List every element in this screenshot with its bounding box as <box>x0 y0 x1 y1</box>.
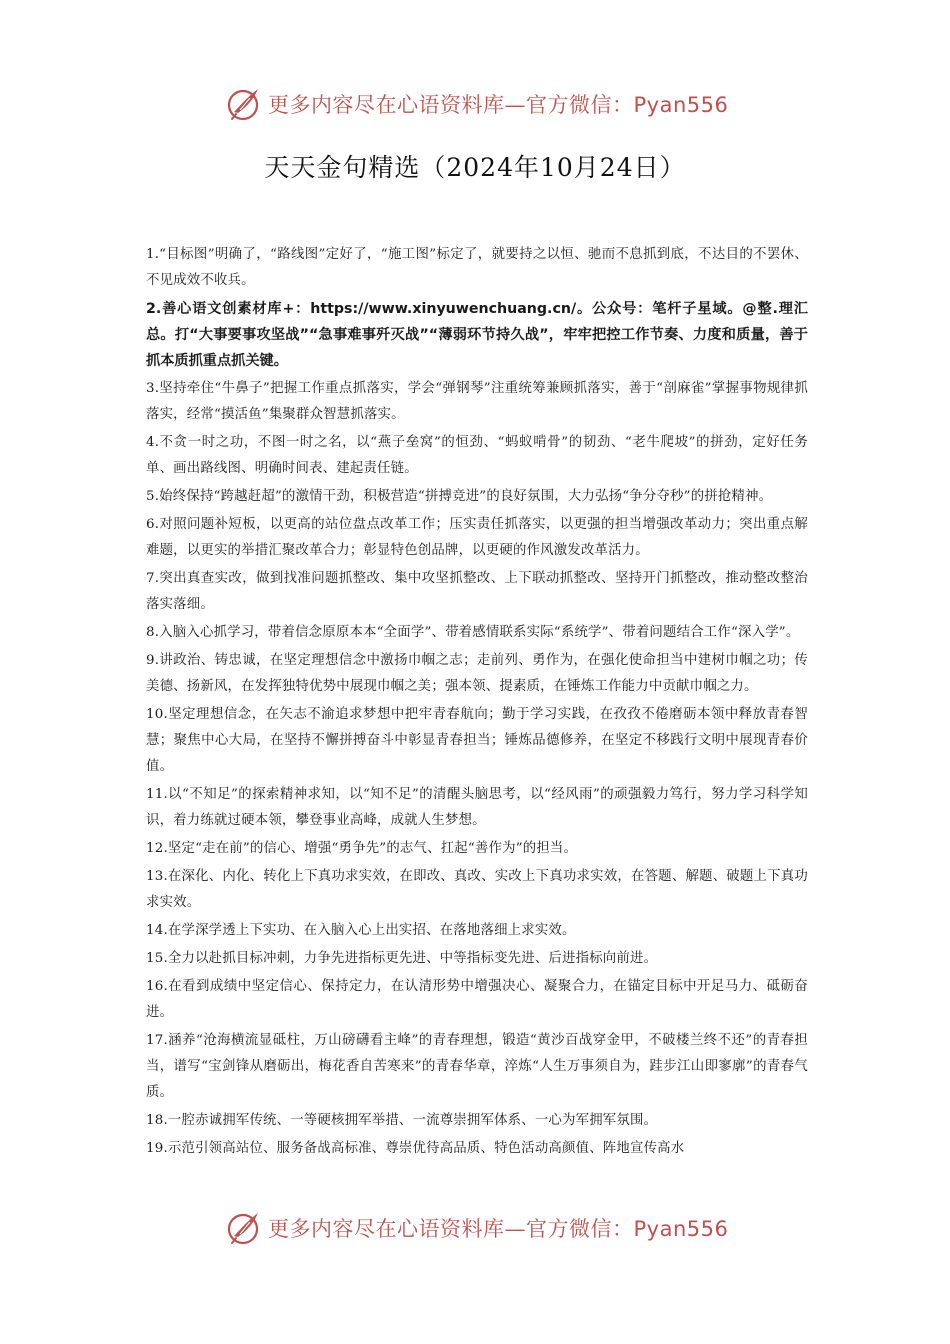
list-item: 5.始终保持“跨越赶超”的激情干劲，积极营造“拼搏竞进”的良好氛围，大力弘扬“争分夺秒”的拼抢精神。 <box>146 489 773 504</box>
quote-list <box>146 242 808 1164</box>
quill-logo-icon <box>226 86 262 122</box>
list-item: 14.在学深学透上下实功、在入脑入心上出实招、在落地落细上求实效。 <box>146 923 576 938</box>
footer-banner <box>226 1206 746 1250</box>
list-item: 15.全力以赴抓目标冲刺，力争先进指标更先进、中等指标变先进、后进指标向前进。 <box>146 951 658 966</box>
list-item: 16.在看到成绩中坚定信心、保持定力，在认清形势中增强决心、凝聚合力，在锚定目标中开足马力、砥砺奋进。 <box>146 979 808 1020</box>
banner-label: 更多内容尽在心语资料库—官方微信： <box>268 1217 634 1241</box>
banner-text <box>268 1213 728 1243</box>
list-item: 19.示范引领高站位、服务备战高标准、尊崇优待高品质、特色活动高颜值、阵地宣传高水 <box>146 1141 685 1156</box>
wechat-handle: Pyan556 <box>633 1217 729 1241</box>
list-item: 4.不贪一时之功，不图一时之名，以“燕子垒窝”的恒劲、“蚂蚁啃骨”的韧劲、“老牛爬坡”的拼劲，定好任务单、画出路线图、明确时间表、建起责任链。 <box>146 435 808 476</box>
list-item: 1.“目标图”明确了，“路线图”定好了，“施工图”标定了，就要持之以恒、驰而不息抓到底，不达目的不罢休、不见成效不收兵。 <box>146 247 808 288</box>
list-item: 8.入脑入心抓学习，带着信念原原本本“全面学”、带着感情联系实际“系统学”、带着问题结合工作“深入学”。 <box>146 625 800 640</box>
list-item: 17.涵养“沧海横流显砥柱，万山磅礴看主峰”的青春理想，锻造“黄沙百战穿金甲，不破楼兰终不还”的青春担当，谱写“宝剑锋从磨砺出，梅花香自苦寒来”的青春华章，淬炼“人生万事须自为，跬步江山即寥廓”的青春气质。 <box>146 1033 808 1100</box>
page-title: 天天金句精选（2024年10月24日） <box>264 153 686 182</box>
banner-label: 更多内容尽在心语资料库—官方微信： <box>268 93 634 117</box>
quill-logo-icon <box>226 1210 262 1246</box>
banner-text <box>268 89 728 119</box>
list-item-promo: 2.善心语文创素材库+：https://www.xinyuwenchuang.cn/。公众号：笔杆子星域。@整.理汇总。打“大事要事攻坚战”“急事难事歼灭战”“薄弱环节持久战”，牢牢把控工作节奏、力度和质量，善于抓本质抓重点抓关键。 <box>146 301 808 369</box>
list-item: 3.坚持牵住“牛鼻子”把握工作重点抓落实，学会“弹钢琴”注重统筹兼顾抓落实，善于“剖麻雀”掌握事物规律抓落实，经常“摸活鱼”集聚群众智慧抓落实。 <box>146 381 808 422</box>
list-item: 10.坚定理想信念，在矢志不渝追求梦想中把牢青春航向；勤于学习实践，在孜孜不倦磨砺本领中释放青春智慧；聚焦中心大局，在坚持不懈拼搏奋斗中彰显青春担当；锤炼品德修养，在坚定不移践行文明中展现青春价值。 <box>146 707 808 774</box>
list-item: 9.讲政治、铸忠诚，在坚定理想信念中激扬巾帼之志；走前列、勇作为，在强化使命担当中建树巾帼之功；传美德、扬新风，在发挥独特优势中展现巾帼之美；强本领、提素质，在锤炼工作能力中贡献巾帼之力。 <box>146 653 808 694</box>
list-item: 12.坚定“走在前”的信心、增强“勇争先”的志气、扛起“善作为”的担当。 <box>146 841 578 856</box>
list-item: 13.在深化、内化、转化上下真功求实效，在即改、真改、实改上下真功求实效，在答题、解题、破题上下真功求实效。 <box>146 869 808 910</box>
header-banner <box>226 82 746 126</box>
wechat-handle: Pyan556 <box>633 93 729 117</box>
list-item: 11.以“不知足”的探索精神求知，以“知不足”的清醒头脑思考，以“经风雨”的顽强毅力笃行，努力学习科学知识，着力练就过硬本领，攀登事业高峰，成就人生梦想。 <box>146 787 808 828</box>
list-item: 6.对照问题补短板，以更高的站位盘点改革工作；压实责任抓落实，以更强的担当增强改革动力；突出重点解难题，以更实的举措汇聚改革合力；彰显特色创品牌，以更硬的作风激发改革活力。 <box>146 517 808 558</box>
list-item: 7.突出真查实改，做到找准问题抓整改、集中攻坚抓整改、上下联动抓整改、坚持开门抓整改，推动整改整治落实落细。 <box>146 571 808 612</box>
list-item: 18.一腔赤诚拥军传统、一等硬核拥军举措、一流尊崇拥军体系、一心为军拥军氛围。 <box>146 1113 658 1128</box>
